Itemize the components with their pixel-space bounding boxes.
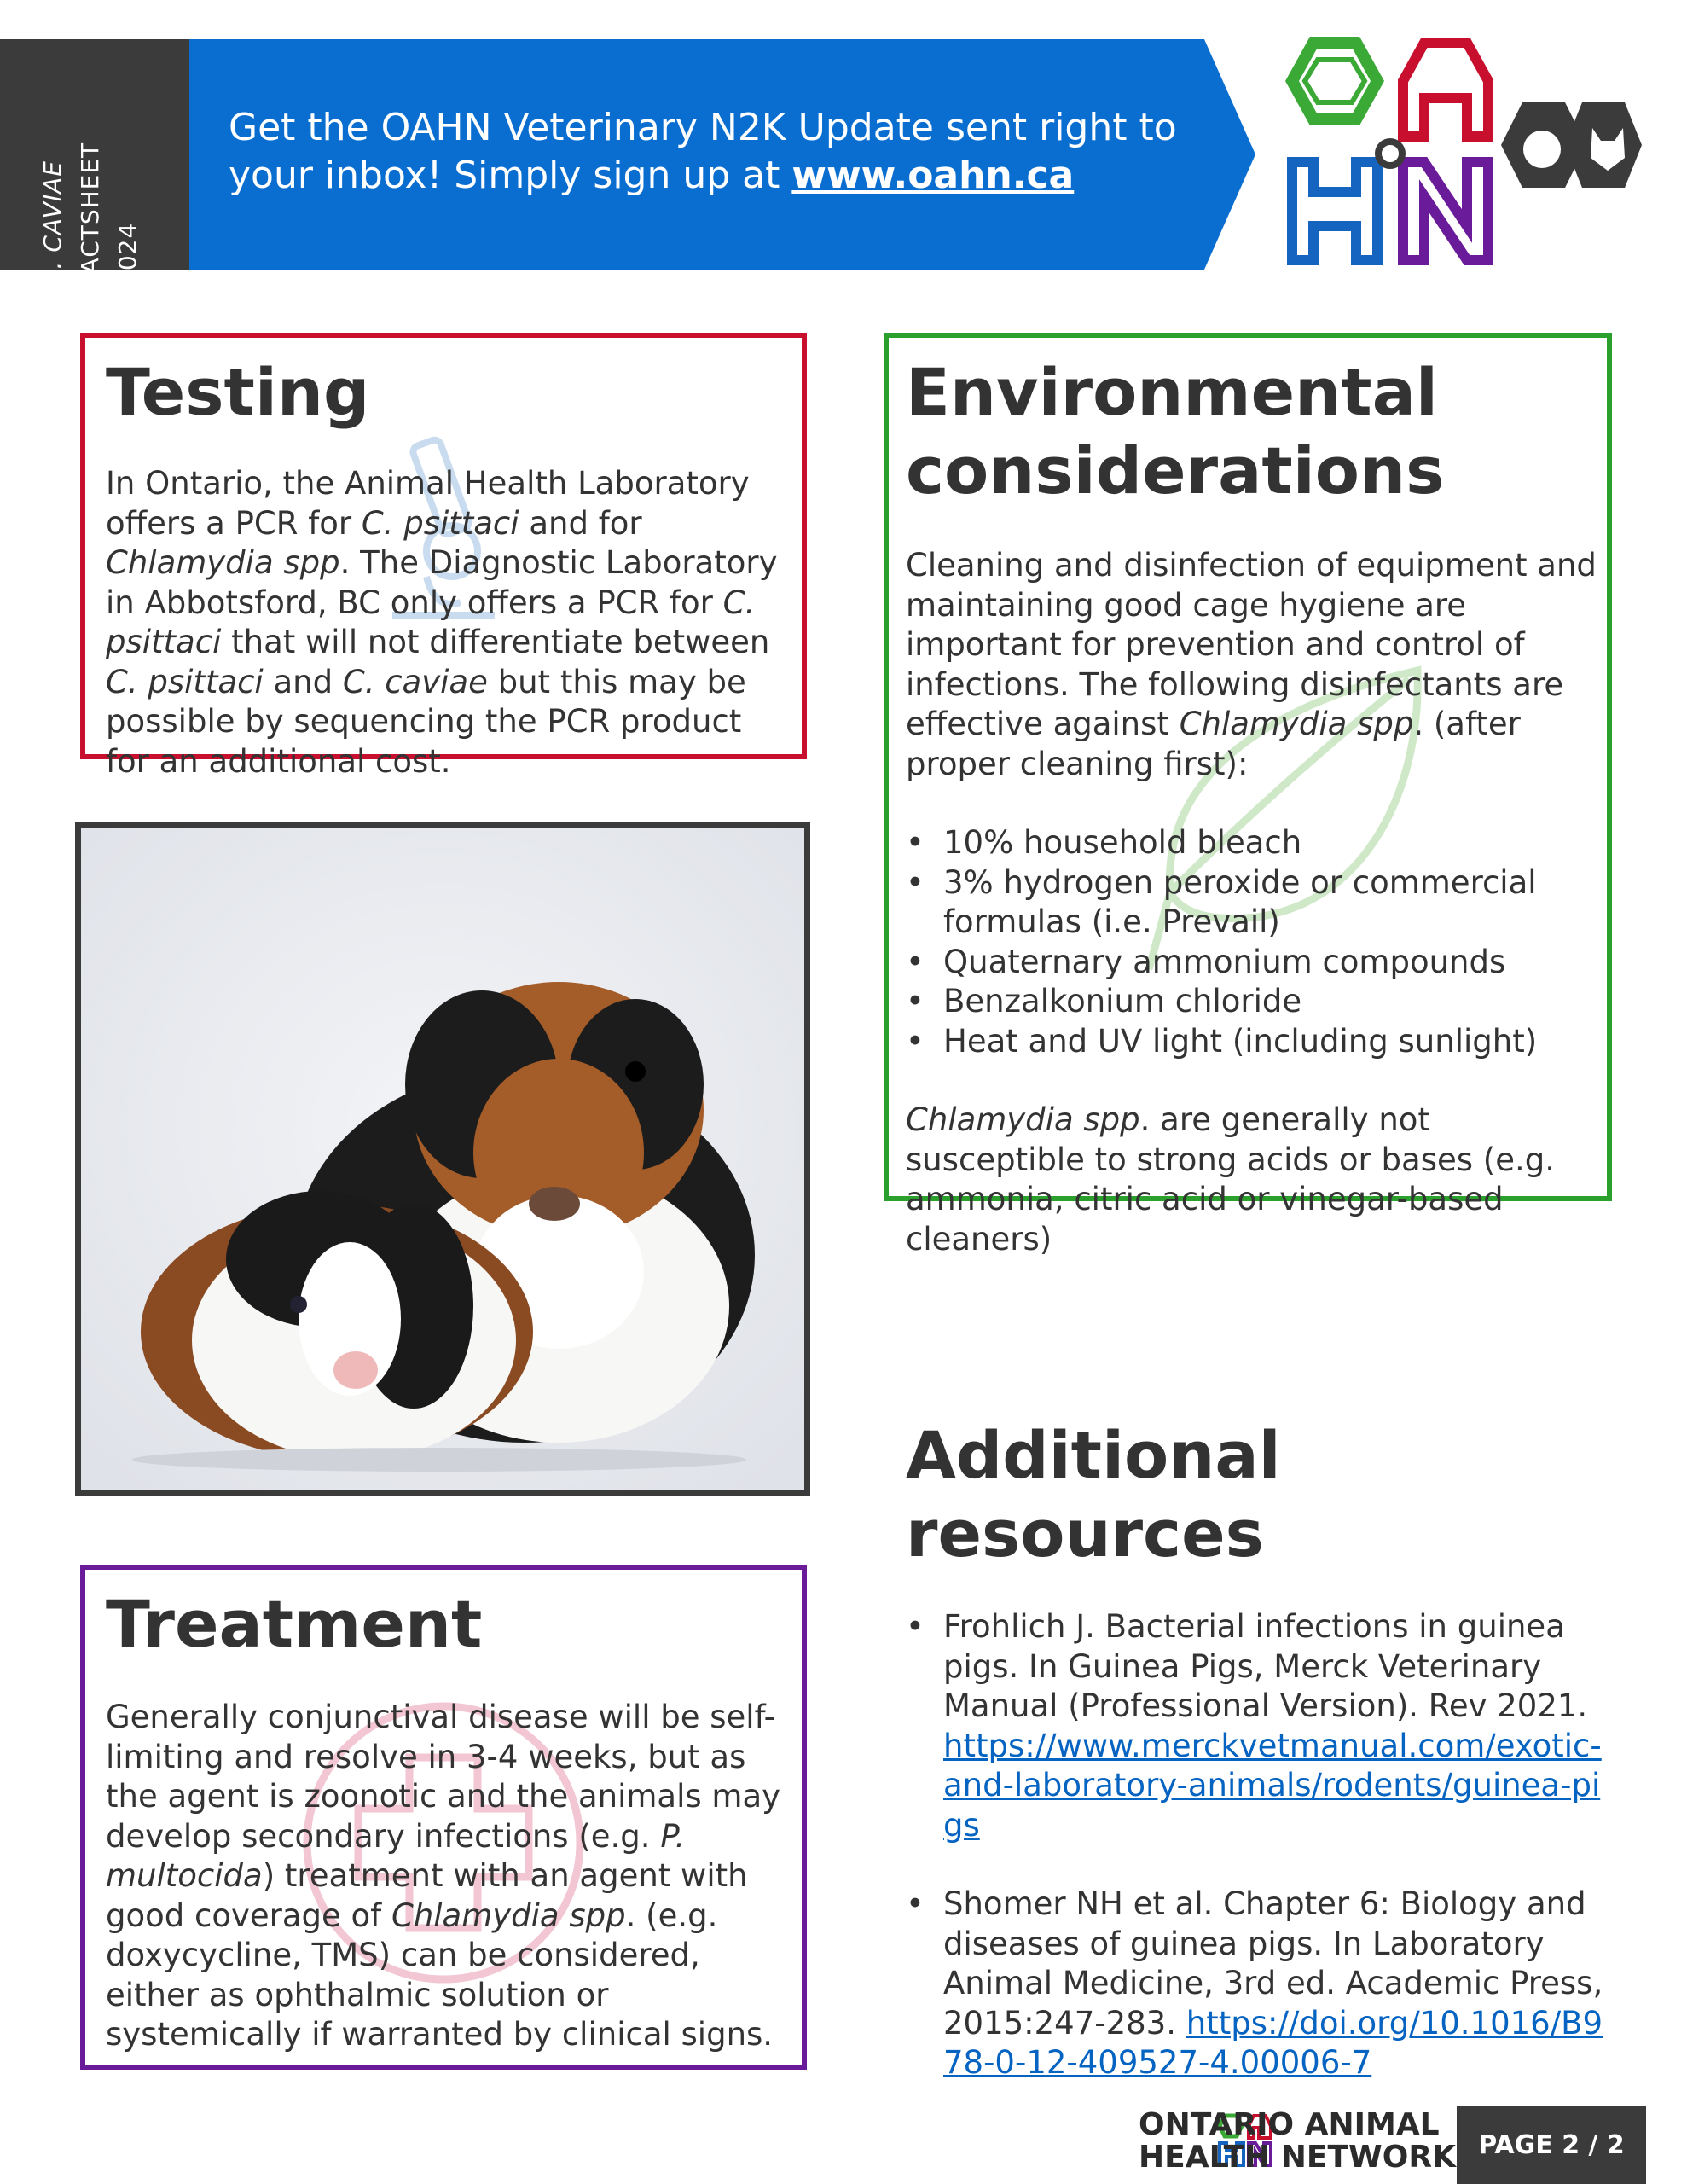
disinfectant-item: • 3% hydrogen peroxide or commercial formulas (i.e. Prevail) bbox=[906, 863, 1597, 943]
disinfectant-item: • Quaternary ammonium compounds bbox=[906, 943, 1597, 983]
banner-text bbox=[229, 104, 1235, 200]
environment-title-line2: considerations bbox=[906, 433, 1445, 508]
resources-list bbox=[906, 1607, 1605, 2083]
treatment-body bbox=[106, 1698, 788, 2055]
italic-term: Chlamydia spp bbox=[106, 544, 340, 581]
resource-citation: Shomer NH et al. Chapter 6: Biology and diseases of guinea pigs. In Laboratory Animal Medicine, 3rd ed. Academic Press, 2015:247-283. bbox=[943, 1885, 1603, 2042]
resources-title: Additional resources bbox=[906, 1417, 1281, 1571]
text-run: and for bbox=[519, 504, 642, 542]
text-run: ) treatment with an agent with good coverage of bbox=[106, 1857, 748, 1934]
testing-body bbox=[106, 464, 788, 781]
environment-title-line1: Environmental bbox=[906, 354, 1438, 430]
banner-link[interactable]: www.oahn.ca bbox=[791, 154, 1075, 197]
disinfectant-item: • 10% household bleach bbox=[906, 823, 1597, 863]
testing-paragraph bbox=[106, 464, 788, 781]
treatment-title: Treatment bbox=[106, 1586, 483, 1662]
side-tab-line3: 2024 bbox=[113, 222, 142, 287]
testing-title: Testing bbox=[106, 354, 370, 430]
footer-org-line1: ONTARIO ANIMAL bbox=[1139, 2107, 1440, 2142]
footer-org-name bbox=[1139, 2109, 1456, 2174]
resource-item bbox=[906, 1885, 1605, 2083]
text-run: . (e.g. doxycycline, TMS) can be considered, either as ophthalmic solution or systemically if warranted by clinical signs. bbox=[106, 1896, 774, 2053]
disinfectant-item: • Benzalkonium chloride bbox=[906, 982, 1597, 1022]
treatment-paragraph bbox=[106, 1698, 788, 2055]
resource-link[interactable]: https://www.merckvetmanual.com/exotic-and-laboratory-animals/rodents/guinea-pigs bbox=[943, 1727, 1602, 1844]
footer-org-line2: HEALTH NETWORK bbox=[1139, 2140, 1456, 2175]
italic-term: Chlamydia spp bbox=[906, 1101, 1140, 1138]
guinea-pig-photo-frame bbox=[75, 822, 810, 1496]
resource-item bbox=[906, 1607, 1605, 1845]
environment-intro bbox=[906, 546, 1597, 784]
environment-title bbox=[906, 353, 1597, 510]
factsheet-side-tab bbox=[0, 39, 189, 287]
text-run: Cleaning and disinfection of equipment and maintaining good cage hygiene are important for prevention and control of infections. The following disinfectants are effective against bbox=[906, 547, 1597, 742]
text-run: In Ontario, the Animal Health Laboratory offers a PCR for bbox=[106, 465, 750, 542]
resource-citation: Frohlich J. Bacterial infections in guinea pigs. In Guinea Pigs, Merck Veterinary Manual (Professional Version). Rev 2021. bbox=[943, 1608, 1588, 1724]
side-tab-text bbox=[34, 65, 147, 287]
treatment-box bbox=[80, 1565, 807, 2070]
italic-term: C. psittaci bbox=[106, 584, 756, 660]
guinea-pig-photo bbox=[81, 828, 804, 1490]
side-tab-line1: C. CAVIAE bbox=[38, 160, 67, 287]
page-number-badge: PAGE 2 / 2 bbox=[1457, 2106, 1646, 2184]
italic-term: C. psittaci bbox=[106, 663, 264, 700]
banner-message: Get the OAHN Veterinary N2K Update sent right to your inbox! Simply sign up at bbox=[229, 106, 1177, 197]
text-run: . are generally not susceptible to strong acids or bases (e.g. ammonia, citric acid or vinegar-based cleaners) bbox=[906, 1101, 1555, 1258]
italic-term: C. psittaci bbox=[361, 504, 519, 542]
text-run: Generally conjunctival disease will be self-limiting and resolve in 3-4 weeks, but as the agent is zoonotic and the animals may develop secondary infections (e.g. bbox=[106, 1699, 781, 1855]
text-run: . The Diagnostic Laboratory in Abbotsford, BC only offers a PCR for bbox=[106, 544, 778, 621]
oahn-logo-icon bbox=[1267, 34, 1642, 273]
italic-term: C. caviae bbox=[342, 663, 488, 700]
italic-term: P. multocida bbox=[106, 1817, 686, 1894]
environment-outro bbox=[906, 1101, 1597, 1259]
text-run: and bbox=[263, 663, 343, 700]
text-run: that will not differentiate between bbox=[221, 624, 770, 660]
text-run: . (after proper cleaning first): bbox=[906, 706, 1521, 782]
italic-term: Chlamydia spp bbox=[391, 1896, 626, 1934]
disinfectant-list bbox=[906, 823, 1597, 1061]
environment-body bbox=[906, 546, 1597, 1259]
side-tab-line2: FACTSHEET bbox=[76, 142, 104, 287]
resource-link[interactable]: https://doi.org/10.1016/B978-0-12-409527-4.00006-7 bbox=[943, 2004, 1603, 2081]
testing-box bbox=[80, 333, 807, 780]
additional-resources-section bbox=[906, 1416, 1605, 2083]
italic-term: Chlamydia spp bbox=[1179, 706, 1414, 742]
disinfectant-item: • Heat and UV light (including sunlight) bbox=[906, 1022, 1597, 1062]
environment-box bbox=[884, 333, 1612, 1258]
text-run: but this may be possible by sequencing the PCR product for an additional cost. bbox=[106, 663, 746, 780]
